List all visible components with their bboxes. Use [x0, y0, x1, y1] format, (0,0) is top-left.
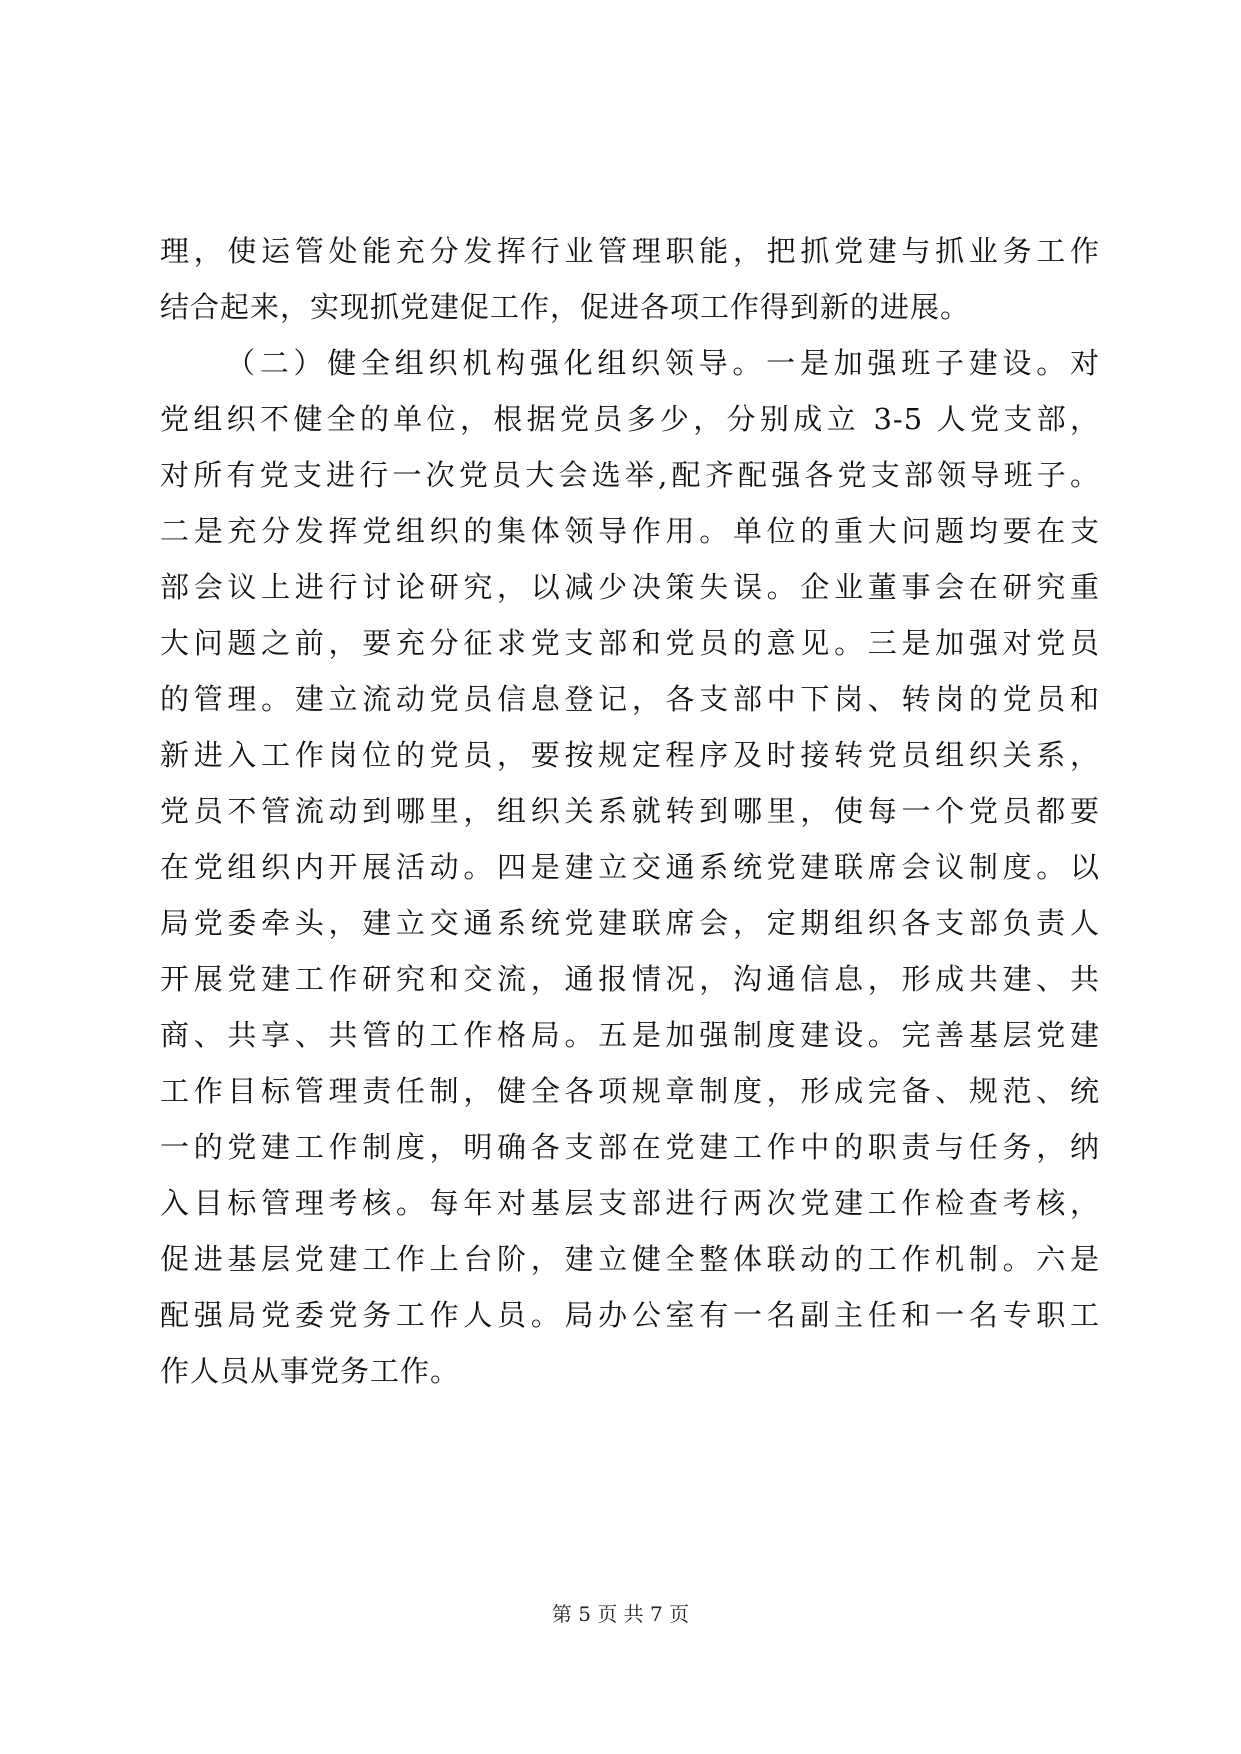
text-line: 二是充分发挥党组织的集体领导作用。单位的重大问题均要在支 — [160, 514, 1100, 548]
text-line: 的管理。建立流动党员信息登记，各支部中下岗、转岗的党员和 — [160, 682, 1100, 716]
text-line: 局党委牵头，建立交通系统党建联席会，定期组织各支部负责人 — [160, 906, 1100, 940]
section-heading-line: （二）健全组织机构强化组织领导。一是加强班子建设。对 — [226, 346, 1100, 380]
text-line: 促进基层党建工作上台阶，建立健全整体联动的工作机制。六是 — [160, 1242, 1100, 1276]
text-line: 开展党建工作研究和交流，通报情况，沟通信息，形成共建、共 — [160, 962, 1100, 996]
text-line: 新进入工作岗位的党员，要按规定程序及时接转党员组织关系， — [160, 738, 1100, 772]
text-line: 部会议上进行讨论研究，以减少决策失误。企业董事会在研究重 — [160, 570, 1100, 604]
text-line: 工作目标管理责任制，健全各项规章制度，形成完备、规范、统 — [160, 1074, 1100, 1108]
text-line: 大问题之前，要充分征求党支部和党员的意见。三是加强对党员 — [160, 626, 1100, 660]
document-body — [160, 223, 1100, 1399]
text-line: 在党组织内开展活动。四是建立交通系统党建联席会议制度。以 — [160, 850, 1100, 884]
text-line: 商、共享、共管的工作格局。五是加强制度建设。完善基层党建 — [160, 1018, 1100, 1052]
text-line: 对所有党支进行一次党员大会选举,配齐配强各党支部领导班子。 — [160, 458, 1100, 492]
text-line: 理，使运管处能充分发挥行业管理职能，把抓党建与抓业务工作 — [160, 234, 1100, 268]
text-line: 党员不管流动到哪里，组织关系就转到哪里，使每一个党员都要 — [160, 794, 1100, 828]
page-number-footer: 第 5 页 共 7 页 — [551, 1602, 690, 1626]
text-line: 党组织不健全的单位，根据党员多少，分别成立 3-5 人党支部， — [160, 402, 1100, 436]
text-line: 配强局党委党务工作人员。局办公室有一名副主任和一名专职工 — [160, 1298, 1100, 1332]
text-line: 作人员从事党务工作。 — [160, 1354, 461, 1388]
text-line: 入目标管理考核。每年对基层支部进行两次党建工作检查考核， — [160, 1186, 1100, 1220]
text-line: 一的党建工作制度，明确各支部在党建工作中的职责与任务，纳 — [160, 1130, 1100, 1164]
text-line: 结合起来，实现抓党建促工作，促进各项工作得到新的进展。 — [160, 290, 971, 324]
